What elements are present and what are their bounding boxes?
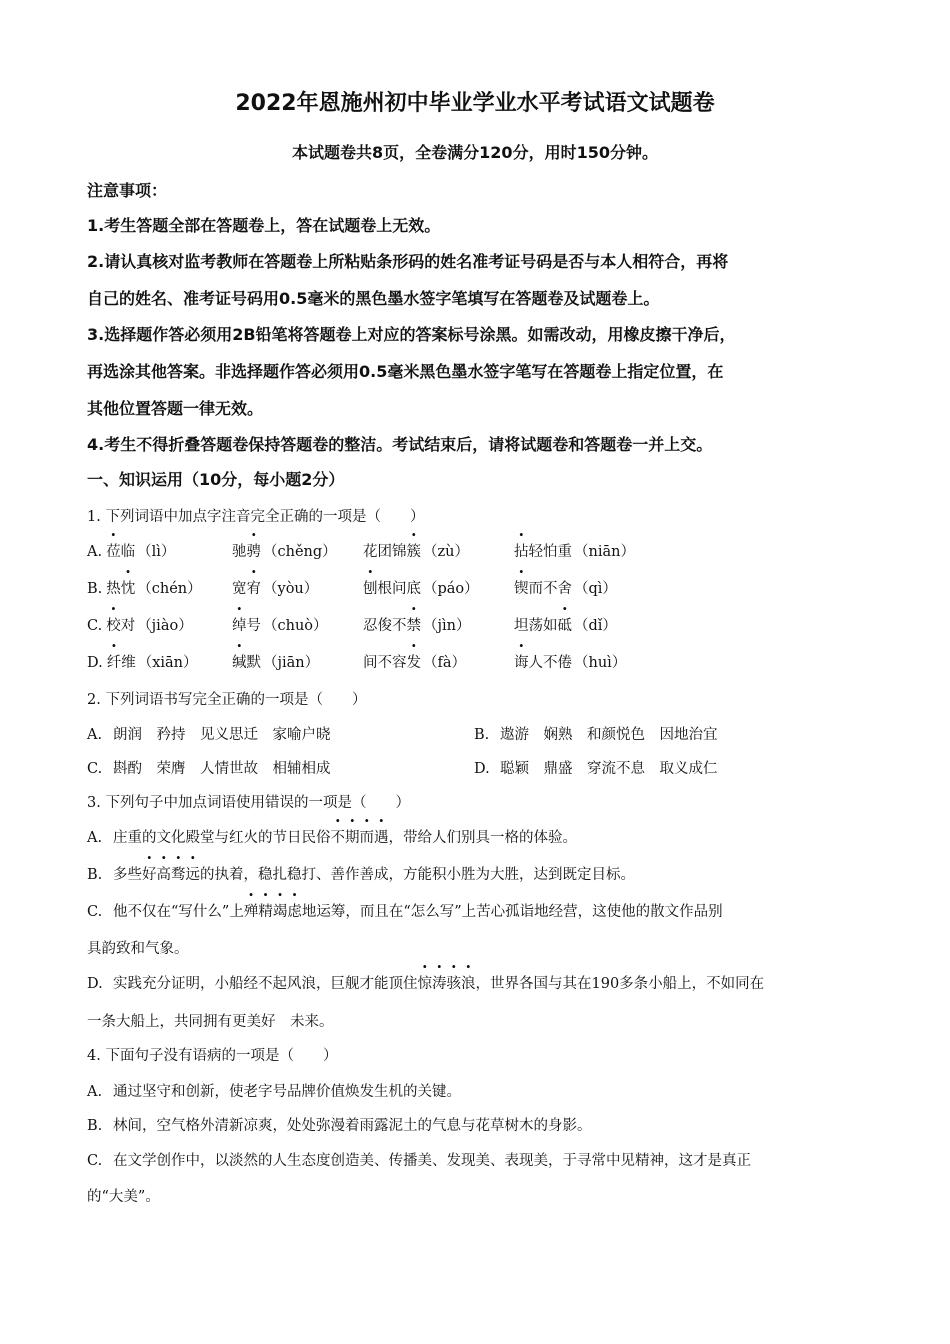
option-text-pre: 实践充分证明，小船经不起风浪，巨舰才能顶住: [113, 976, 418, 992]
question-1-option-d-item: [363, 651, 466, 672]
dotted-character: 锲: [514, 581, 529, 597]
pinyin-text: （jiān）: [263, 655, 320, 671]
question-4-stem: 4. 下面句子没有语病的一项是（ ）: [87, 1048, 338, 1064]
question-4-option-a: [87, 1080, 461, 1101]
page-title: 2022年恩施州初中毕业学业水平考试语文试题卷: [235, 91, 715, 116]
question-1-option-d-item: [514, 651, 626, 672]
word-part: 热: [106, 581, 121, 597]
option-label: C.: [87, 1153, 103, 1169]
word-part: 驰: [232, 544, 247, 560]
option-text-post: 地运筹，而且在“怎么写”上苦心孤诣地经营，这使他的散文作品别: [301, 904, 723, 920]
dotted-character: 骋: [246, 544, 261, 560]
dotted-character: 浪: [461, 976, 476, 992]
question-1-option-c-item: [514, 614, 617, 635]
dotted-phrase: [244, 904, 302, 920]
option-label: D.: [87, 655, 103, 671]
question-2-option-c: [87, 757, 331, 778]
dotted-character: 期: [345, 830, 360, 846]
question-1-option-a-item: [232, 540, 337, 561]
question-2-option-b: [474, 723, 718, 744]
question-1-option-b-item: [232, 577, 318, 598]
option-label: C.: [87, 761, 103, 777]
question-3-stem: 3. 下列句子中加点词语使用错误的一项是（ ）: [87, 795, 410, 811]
option-label: B.: [474, 727, 490, 743]
dotted-phrase: [418, 976, 476, 992]
dotted-character: 莅: [106, 544, 121, 560]
question-1-option-b-item: [363, 577, 479, 598]
question-1-option-c-item: [232, 614, 328, 635]
page-subtitle: 本试题卷共8页，全卷满分120分，用时150分钟。: [292, 143, 658, 162]
question-2-stem: 2. 下列词语书写完全正确的一项是（ ）: [87, 692, 367, 708]
notice-line-2: 2.请认真核对监考教师在答题卷上所粘贴条形码的姓名准考证号码是否与本人相符合，再将: [87, 252, 729, 271]
question-4-option-b: [87, 1114, 592, 1135]
pinyin-text: （jìn）: [423, 618, 471, 634]
question-1-option-a-item: [514, 540, 635, 561]
option-label: B.: [87, 867, 103, 883]
dotted-character: 砥: [557, 618, 572, 634]
dotted-character: 而: [359, 830, 374, 846]
dotted-character: 遇: [374, 830, 389, 846]
option-text: 林间，空气格外清新凉爽，处处弥漫着雨露泥土的气息与花草树木的身影。: [113, 1118, 592, 1134]
word-part: 维: [121, 655, 136, 671]
option-label: A.: [87, 544, 103, 560]
option-text: 斟酌 荣膺 人情世故 相辅相成: [113, 761, 331, 777]
word-part: 根问底: [377, 581, 421, 597]
notice-line-1: 1.考生答题全部在答题卷上，答在试题卷上无效。: [87, 216, 441, 235]
dotted-phrase: [331, 830, 389, 846]
word-part: 默: [246, 655, 261, 671]
word-part: 宽: [232, 581, 247, 597]
section-heading: 一、知识运用（10分，每小题2分）: [87, 470, 345, 489]
dotted-character: 纤: [106, 655, 122, 671]
dotted-character: 缄: [232, 655, 247, 671]
pinyin-text: （lì）: [137, 544, 176, 560]
dotted-character: 高: [156, 867, 171, 883]
pinyin-text: （zù）: [423, 544, 469, 560]
option-label: A.: [87, 1084, 103, 1100]
question-3-option-d: [87, 972, 764, 993]
pinyin-text: （chuò）: [263, 618, 328, 634]
dotted-character: 拈: [514, 544, 529, 560]
word-part: 间不容: [363, 655, 407, 671]
dotted-phrase: [142, 867, 200, 883]
question-1-option-b-item: [514, 577, 617, 598]
pinyin-text: （xiān）: [137, 655, 198, 671]
question-3-option-d-continued: 一条大船上，共同拥有更美好 未来。: [87, 1014, 334, 1030]
word-part: 花团锦: [363, 544, 407, 560]
question-3-option-b: [87, 863, 635, 884]
option-text-pre: 多些: [113, 867, 142, 883]
dotted-character: 竭: [272, 904, 288, 920]
pinyin-text: （qì）: [574, 581, 617, 597]
dotted-character: 宥: [246, 581, 261, 597]
option-text-post: ，世界各国与其在190多条小船上，不如同在: [475, 976, 765, 992]
question-1-option-c-item: [363, 614, 470, 635]
option-text-post: ，带给人们别具一格的体验。: [388, 830, 577, 846]
dotted-character: 虑: [287, 904, 302, 920]
question-1-option-d-item: [232, 651, 319, 672]
pinyin-text: （chén）: [137, 581, 202, 597]
question-2-option-a: [87, 723, 331, 744]
dotted-character: 禁: [406, 618, 421, 634]
notice-line-6: 其他位置答题一律无效。: [87, 399, 264, 418]
dotted-character: 诲: [514, 655, 529, 671]
option-label: D.: [87, 976, 103, 992]
question-1-stem: 1. 下列词语中加点字注音完全正确的一项是（ ）: [87, 509, 425, 525]
dotted-character: 校: [106, 618, 121, 634]
question-1-option-b-item: [87, 577, 202, 598]
pinyin-text: （páo）: [423, 581, 479, 597]
dotted-character: 涛: [432, 976, 447, 992]
pinyin-text: （chěng）: [263, 544, 337, 560]
word-part: 而不舍: [528, 581, 572, 597]
pinyin-text: （huì）: [574, 655, 627, 671]
question-4-option-c: [87, 1149, 751, 1170]
pinyin-text: （yòu）: [263, 581, 319, 597]
option-text-post: 的执着，稳扎稳打、善作善成，方能积小胜为大胜，达到既定目标。: [200, 867, 635, 883]
option-text: 在文学创作中，以淡然的人生态度创造美、传播美、发现美、表现美，于寻常中见精神，这才是真正: [113, 1153, 751, 1169]
dotted-character: 簇: [406, 544, 421, 560]
option-text: 通过坚守和创新，使老字号品牌价值焕发生机的关键。: [113, 1084, 461, 1100]
pinyin-text: （dǐ）: [574, 618, 617, 634]
question-2-option-d: [474, 757, 718, 778]
dotted-character: 刨: [363, 581, 378, 597]
dotted-character: 不: [330, 830, 345, 846]
pinyin-text: （fà）: [423, 655, 467, 671]
dotted-character: 精: [258, 904, 273, 920]
dotted-character: 骇: [446, 976, 461, 992]
option-text: 遨游 娴熟 和颜悦色 因地治宜: [500, 727, 718, 743]
question-1-option-d-item: [87, 651, 198, 672]
question-1-option-a-item: [363, 540, 469, 561]
notice-heading: 注意事项：: [87, 181, 168, 200]
dotted-character: 忱: [120, 581, 136, 597]
dotted-character: 骛: [171, 867, 186, 883]
word-part: 人不倦: [528, 655, 572, 671]
option-label: D.: [474, 761, 490, 777]
question-3-option-a: [87, 826, 577, 847]
dotted-character: 殚: [243, 904, 259, 920]
word-part: 轻怕重: [528, 544, 572, 560]
notice-line-7: 4.考生不得折叠答题卷保持答题卷的整洁。考试结束后，请将试题卷和答题卷一并上交。: [87, 435, 713, 454]
dotted-character: 绰: [232, 618, 247, 634]
word-part: 对: [120, 618, 136, 634]
question-1-option-c-item: [87, 614, 193, 635]
word-part: 忍俊不: [363, 618, 407, 634]
pinyin-text: （jiào）: [137, 618, 193, 634]
word-part: 坦荡如: [514, 618, 558, 634]
option-text-pre: 他不仅在“写什么”上: [113, 904, 244, 920]
option-label: C.: [87, 618, 103, 634]
question-4-option-c-continued: 的“大美”。: [87, 1189, 160, 1205]
option-label: A.: [87, 830, 103, 846]
word-part: 临: [120, 544, 136, 560]
option-text: 朗润 矜持 见义思迁 家喻户晓: [113, 727, 331, 743]
notice-line-3: 自己的姓名、准考证号码用0.5毫米的黑色墨水签字笔填写在答题卷及试题卷上。: [87, 289, 660, 308]
option-label: A.: [87, 727, 103, 743]
dotted-character: 好: [142, 867, 157, 883]
option-text-pre: 庄重的文化殿堂与红火的节日民俗: [113, 830, 331, 846]
option-label: B.: [87, 1118, 103, 1134]
word-part: 号: [246, 618, 261, 634]
question-1-option-a-item: [87, 540, 175, 561]
dotted-character: 发: [406, 655, 421, 671]
dotted-character: 远: [185, 867, 200, 883]
dotted-character: 惊: [417, 976, 432, 992]
question-3-option-c-continued: 具韵致和气象。: [87, 941, 189, 957]
notice-line-5: 再选涂其他答案。非选择题作答必须用0.5毫米黑色墨水签字笔写在答题卷上指定位置，在: [87, 362, 724, 381]
option-label: C.: [87, 904, 103, 920]
option-label: B.: [87, 581, 103, 597]
question-3-option-c: [87, 900, 723, 921]
notice-line-4: 3.选择题作答必须用2B铅笔将答题卷上对应的答案标号涂黑。如需改动，用橡皮擦干净后，: [87, 325, 736, 344]
pinyin-text: （niān）: [574, 544, 635, 560]
option-text: 聪颖 鼎盛 穿流不息 取义成仁: [500, 761, 718, 777]
